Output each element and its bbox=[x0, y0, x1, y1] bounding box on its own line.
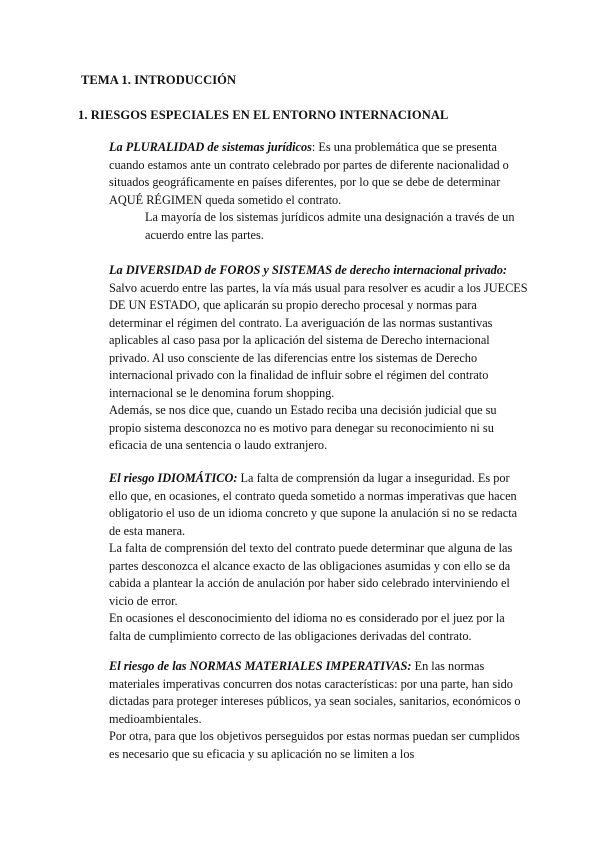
paragraph-heading: La DIVERSIDAD de FOROS y SISTEMAS de derecho internacional privado: bbox=[109, 263, 507, 277]
paragraph-idiomatico bbox=[109, 470, 529, 645]
paragraph-extra: Además, se nos dice que, cuando un Estado reciba una decisión judicial que su propio sistema desconozca no es motivo para denegar su reconocimiento ni su eficacia de una sentencia o laudo extranjero. bbox=[109, 403, 497, 452]
paragraph-text bbox=[109, 139, 529, 209]
paragraph-text bbox=[109, 470, 529, 540]
paragraph-text bbox=[109, 658, 529, 728]
paragraph-extra: Por otra, para que los objetivos perseguidos por estas normas puedan ser cumplidos es necesario que su eficacia y su aplicación no se limiten a los bbox=[109, 729, 520, 761]
paragraph-extra-2: En ocasiones el desconocimiento del idioma no es considerado por el juez por la falta de cumplimiento correcto de las obligaciones derivadas del contrato. bbox=[109, 611, 505, 643]
document-title: TEMA 1. INTRODUCCIÓN bbox=[81, 73, 237, 87]
section-title: 1. RIESGOS ESPECIALES EN EL ENTORNO INTERNACIONAL bbox=[78, 108, 449, 122]
paragraph-heading: El riesgo IDIOMÁTICO: bbox=[109, 471, 238, 485]
paragraph-pluralidad bbox=[109, 139, 529, 244]
paragraph-text bbox=[109, 262, 529, 402]
indented-note: La mayoría de los sistemas jurídicos admite una designación a través de un acuerdo entre las partes. bbox=[145, 210, 515, 242]
paragraph-extra: La falta de comprensión del texto del contrato puede determinar que alguna de las partes desconozca el alcance exacto de las obligaciones asumidas y con ello se da cabida a plantear la acción de anulación por haber sido celebrado interviniendo el vicio de error. bbox=[109, 541, 513, 608]
paragraph-body: : Es una problemática que se presenta cuando estamos ante un contrato celebrado por partes de diferente nacionalidad o situados geográficamente en países diferentes, por lo que se debe de determinar AQUÉ RÉGIMEN queda sometido el contrato. bbox=[109, 140, 509, 207]
paragraph-body: Salvo acuerdo entre las partes, la vía más usual para resolver es acudir a los JUECES DE UN ESTADO, que aplicarán su propio derecho procesal y normas para determinar el régimen del contrato. La averiguación de las normas sustantivas aplicables al caso pasa por la aplicación del sistema de Derecho internacional privado. Al uso consciente de las diferencias entre los sistemas de Derecho internacional privado con la finalidad de influir sobre el régimen del contrato internacional se le denomina forum shopping. bbox=[109, 280, 528, 400]
paragraph-heading: La PLURALIDAD de sistemas jurídicos bbox=[109, 140, 312, 154]
paragraph-body: La falta de comprensión da lugar a inseguridad. Es por ello que, en ocasiones, el contrato queda sometido a normas imperativas que hacen obligatorio el uso de un idioma concreto y que supone la anulación si no se redacta de esta manera. bbox=[109, 471, 518, 538]
paragraph-heading: El riesgo de las NORMAS MATERIALES IMPERATIVAS: bbox=[109, 659, 412, 673]
paragraph-diversidad bbox=[109, 262, 529, 455]
paragraph-body: En las normas materiales imperativas concurren dos notas características: por una parte, han sido dictadas para proteger intereses públicos, ya sean sociales, sanitarios, económicos o medioambientales. bbox=[109, 659, 521, 726]
paragraph-normas-imperativas bbox=[109, 658, 529, 763]
